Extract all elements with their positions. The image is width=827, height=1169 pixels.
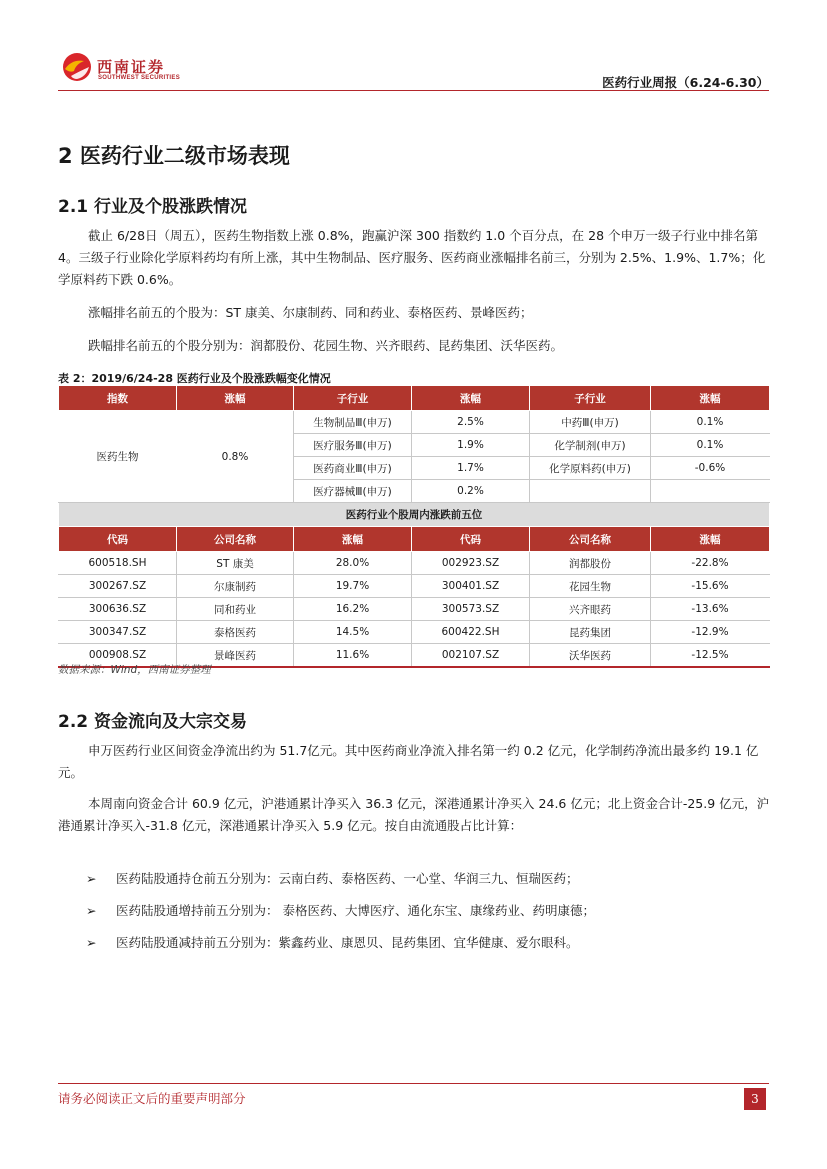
stock-code-cell: 300573.SZ [412,598,530,621]
stock-code-cell: 300401.SZ [412,575,530,598]
change-cell: 11.6% [294,644,412,668]
change-cell: 2.5% [412,411,530,434]
table-header-row [59,527,770,552]
change-cell: 1.7% [412,457,530,480]
company-name-cell: 泰格医药 [177,621,294,644]
sub-industry-cell: 医药商业Ⅲ(申万) [294,457,412,480]
header-cell: 代码 [412,527,530,552]
change-cell: 0.1% [651,411,770,434]
southwest-securities-logo-icon [62,52,92,82]
disclaimer-note: 请务必阅读正文后的重要声明部分 [58,1091,246,1106]
sub-industry-cell [530,480,651,503]
change-cell: -22.8% [651,552,770,575]
bullet-item [86,901,595,919]
header-cell: 公司名称 [530,527,651,552]
stock-code-cell: 000908.SZ [59,644,177,668]
subsection-title-2-2: 2.2 资金流向及大宗交易 [58,712,248,732]
table-band-row [59,503,770,527]
paragraph-top-losers: 跌幅排名前五的个股分别为：润都股份、花园生物、兴齐眼药、昆药集团、沃华医药。 [88,338,564,353]
change-cell: 0.2% [412,480,530,503]
company-name-cell: 景峰医药 [177,644,294,668]
header-cell: 涨幅 [177,386,294,411]
table-row [59,575,770,598]
logo-english-text: SOUTHWEST SECURITIES [98,75,181,81]
paragraph-top-gainers: 涨幅排名前五的个股为：ST 康美、尔康制药、同和药业、泰格医药、景峰医药； [88,305,533,320]
sub-industry-cell: 医疗服务Ⅲ(申万) [294,434,412,457]
table-row [59,552,770,575]
sub-industry-cell: 中药Ⅲ(申万) [530,411,651,434]
table-caption: 表 2：2019/6/24-28 医药行业及个股涨跌幅变化情况 [58,372,331,385]
arrow-bullet-icon: ➢ [86,871,97,886]
band-title: 医药行业个股周内涨跌前五位 [59,503,770,527]
company-name-cell: 尔康制药 [177,575,294,598]
change-cell: 19.7% [294,575,412,598]
header-divider [58,90,769,91]
sub-industry-cell: 化学制剂(申万) [530,434,651,457]
market-performance-table [58,385,770,668]
change-cell: 28.0% [294,552,412,575]
change-cell: 1.9% [412,434,530,457]
header-cell: 代码 [59,527,177,552]
header-cell: 公司名称 [177,527,294,552]
change-cell: -12.9% [651,621,770,644]
table-source-note: 数据来源：Wind，西南证券整理 [58,664,211,676]
header-cell: 子行业 [294,386,412,411]
header-cell: 指数 [59,386,177,411]
paragraph-fund-flow: 申万医药行业区间资金净流出约为 51.7亿元。其中医药商业净流入排名第一约 0.2 亿元，化学制药净流出最多约 19.1 亿元。 [58,743,759,780]
header-cell: 涨幅 [294,527,412,552]
logo-chinese-text: 西南证券 [97,58,166,76]
index-name-cell: 医药生物 [59,411,177,503]
change-cell: 14.5% [294,621,412,644]
company-name-cell: 花园生物 [530,575,651,598]
section-title: 2 医药行业二级市场表现 [58,144,290,168]
company-name-cell: 沃华医药 [530,644,651,668]
sub-industry-cell: 医疗器械Ⅲ(申万) [294,480,412,503]
stock-code-cell: 300636.SZ [59,598,177,621]
change-cell: -0.6% [651,457,770,480]
paragraph-market-summary: 截止 6/28日（周五），医药生物指数上涨 0.8%，跑赢沪深 300 指数约 1.0 个百分点，在 28 个申万一级子行业中排名第 4。三级子行业除化学原料药均有所上涨，其中生物制品、医疗服务、医药商业涨幅排名前三，分别为 2.5%、1.9%、1.7%；化学原料药下跌 0.6%。 [58,228,766,287]
bullet-item [86,933,579,951]
arrow-bullet-icon: ➢ [86,935,97,950]
subsection-title-2-1: 2.1 行业及个股涨跌情况 [58,197,248,217]
bullet-text: 医药陆股通持仓前五分别为：云南白药、泰格医药、一心堂、华润三九、恒瑞医药； [116,871,579,886]
report-title: 医药行业周报（6.24-6.30） [602,75,769,90]
sub-industry-cell: 化学原料药(申万) [530,457,651,480]
arrow-bullet-icon: ➢ [86,903,97,918]
company-name-cell: 润都股份 [530,552,651,575]
company-name-cell: 昆药集团 [530,621,651,644]
footer-divider [58,1083,769,1084]
table-row [59,621,770,644]
table-row [59,411,770,434]
change-cell: 16.2% [294,598,412,621]
stock-code-cell: 300267.SZ [59,575,177,598]
stock-code-cell: 600422.SH [412,621,530,644]
change-cell: -12.5% [651,644,770,668]
header-cell: 涨幅 [651,386,770,411]
sub-industry-cell: 生物制品Ⅲ(申万) [294,411,412,434]
stock-code-cell: 300347.SZ [59,621,177,644]
paragraph-southbound-northbound: 本周南向资金合计 60.9 亿元，沪港通累计净买入 36.3 亿元，深港通累计净买入 24.6 亿元；北上资金合计-25.9 亿元，沪港通累计净买入-31.8 亿元，深港通累计净买入 5.9 亿元。按自由流通股占比计算： [58,796,770,833]
stock-code-cell: 002923.SZ [412,552,530,575]
table-row [59,598,770,621]
page-number: 3 [744,1088,766,1110]
header-cell: 子行业 [530,386,651,411]
company-name-cell: 兴齐眼药 [530,598,651,621]
company-name-cell: ST 康美 [177,552,294,575]
change-cell: -13.6% [651,598,770,621]
change-cell [651,480,770,503]
stock-code-cell: 600518.SH [59,552,177,575]
bullet-text: 医药陆股通减持前五分别为：紫鑫药业、康恩贝、昆药集团、宜华健康、爱尔眼科。 [116,935,579,950]
header-cell: 涨幅 [651,527,770,552]
change-cell: 0.1% [651,434,770,457]
bullet-text: 医药陆股通增持前五分别为： 泰格医药、大博医疗、通化东宝、康缘药业、药明康德； [116,903,595,918]
index-change-cell: 0.8% [177,411,294,503]
company-name-cell: 同和药业 [177,598,294,621]
change-cell: -15.6% [651,575,770,598]
stock-code-cell: 002107.SZ [412,644,530,668]
table-header-row [59,386,770,411]
header-cell: 涨幅 [412,386,530,411]
bullet-item [86,869,579,887]
